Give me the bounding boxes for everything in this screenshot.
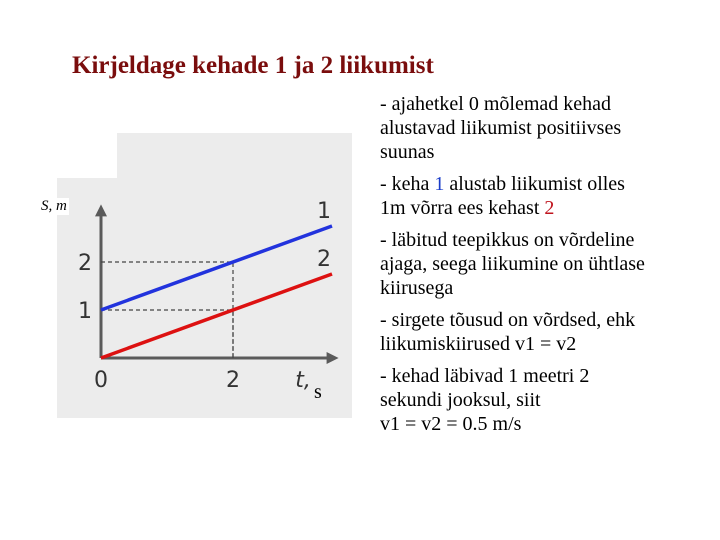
series-line-1 — [101, 226, 332, 310]
y-tick-label: 2 — [78, 251, 92, 276]
x-axis-unit: s — [314, 381, 322, 403]
x-axis-label: t, — [295, 368, 311, 393]
y-tick-label: 1 — [78, 299, 92, 324]
x-tick-label: 0 — [94, 368, 108, 393]
notes-panel — [380, 92, 716, 436]
note-speed-value: - kehad läbivad 1 meetri 2 sekundi jooksul, siit v1 = v2 = 0.5 m/s — [380, 365, 590, 435]
note-uniform-motion: - läbitud teepikkus on võrdeline ajaga, seega liikumine on ühtlase kiirusega — [380, 229, 645, 299]
note-head-start-mid: alustab liikumist olles 1m võrra ees kehast — [380, 173, 625, 219]
note-start-time: - ajahetkel 0 mõlemad kehad alustavad liikumist positiivses suunas — [380, 93, 622, 163]
note-head-start-pre: - keha — [380, 173, 435, 195]
distance-time-chart — [57, 133, 352, 418]
x-tick-label: 2 — [226, 368, 240, 393]
chart-panel — [57, 133, 352, 418]
series-label-1: 1 — [317, 199, 331, 224]
series-label-2: 2 — [317, 247, 331, 272]
y-axis-arrow — [95, 204, 107, 216]
y-axis-label: S, m — [41, 198, 67, 214]
slide-title: Kirjeldage kehade 1 ja 2 liikumist — [72, 52, 434, 79]
note-body-1-number: 1 — [434, 173, 445, 195]
note-head-start — [380, 172, 716, 220]
x-axis-arrow — [327, 352, 339, 364]
note-body-2-number: 2 — [544, 197, 555, 219]
note-equal-slopes: - sirgete tõusud on võrdsed, ehk liikumiskiirused v1 = v2 — [380, 309, 636, 355]
series-line-2 — [101, 274, 332, 358]
